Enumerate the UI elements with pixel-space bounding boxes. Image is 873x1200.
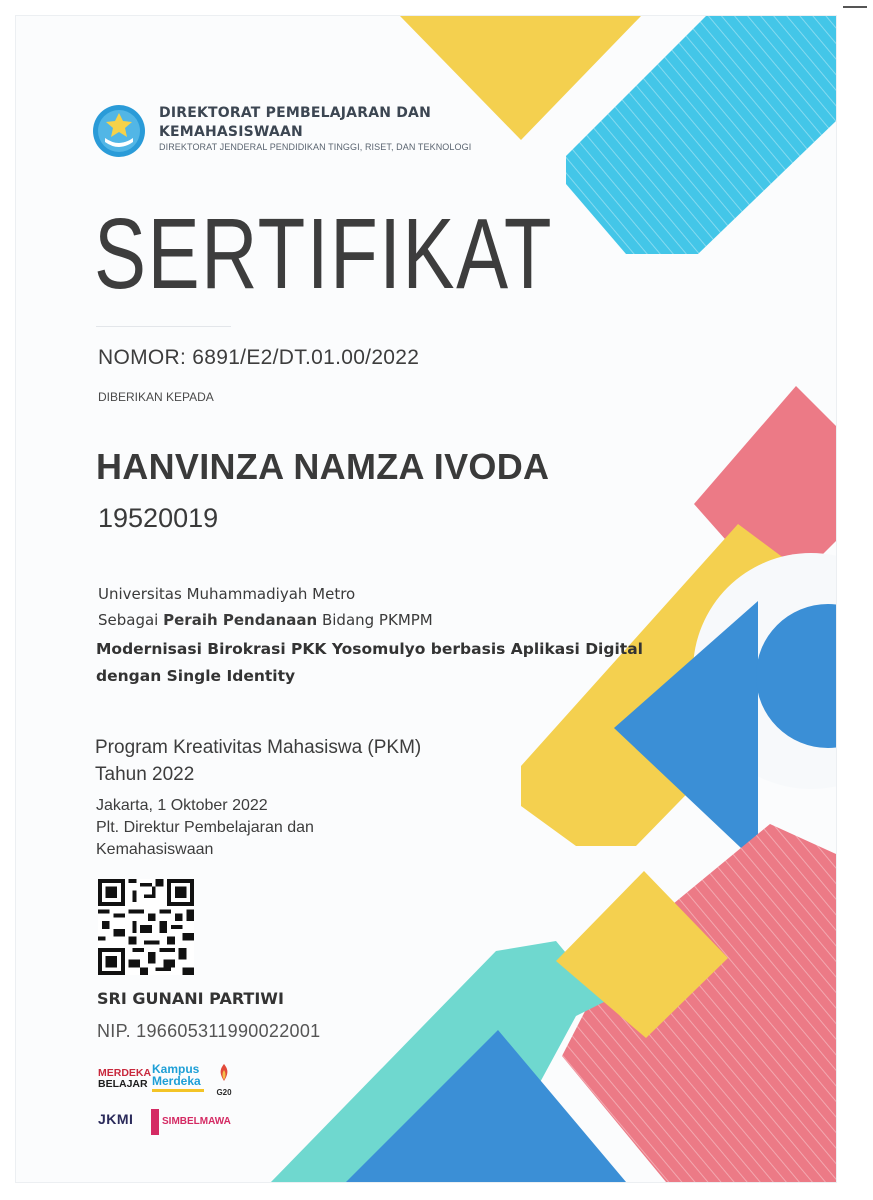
university-name: Universitas Muhammadiyah Metro: [98, 585, 356, 603]
award-role-highlight: Peraih Pendanaan: [163, 611, 318, 629]
place-date: Jakarta, 1 Oktober 2022: [96, 797, 268, 814]
organization-subtitle: DIREKTORAT JENDERAL PENDIDIKAN TINGGI, RISET, DAN TEKNOLOGI: [159, 142, 472, 152]
organization-name: DIREKTORAT PEMBELAJARAN DAN KEMAHASISWAAN: [159, 105, 431, 140]
signer-name: SRI GUNANI PARTIWI: [97, 989, 284, 1008]
merdeka-belajar-logo: MERDEKA BELAJAR: [98, 1067, 152, 1090]
certificate-title: SERTIFIKAT: [94, 198, 554, 310]
recipient-name: HANVINZA NAMZA IVODA: [96, 446, 550, 487]
program-name: Program Kreativitas Mahasiswa (PKM): [95, 737, 422, 758]
signer-nip: NIP. 196605311990022001: [97, 1021, 321, 1041]
qr-code-icon: [98, 879, 194, 975]
kampus-merdeka-logo: Kampus Merdeka: [152, 1063, 204, 1092]
project-title: Modernisasi Birokrasi PKK Yosomulyo berbasis Aplikasi Digital dengan Single Identity: [96, 640, 643, 685]
scan-edge-mark: [843, 6, 867, 8]
ministry-logo-icon: [92, 104, 146, 158]
title-divider: [96, 326, 231, 327]
jkmi-logo: JKMI: [98, 1111, 134, 1127]
signer-position: Plt. Direktur Pembelajaran dan Kemahasiswaan: [96, 819, 314, 858]
g20-logo: G20: [213, 1063, 235, 1095]
program-year: Tahun 2022: [95, 764, 195, 785]
given-to-label: DIBERIKAN KEPADA: [98, 390, 214, 404]
program-info: [95, 734, 515, 788]
award-role: Sebagai Peraih Pendanaan Bidang PKMPM: [98, 611, 433, 629]
certificate-number: NOMOR: 6891/E2/DT.01.00/2022: [98, 346, 420, 369]
recipient-id: 19520019: [98, 503, 219, 533]
g20-flame-icon: [213, 1063, 235, 1083]
certificate-page: DIREKTORAT PEMBELAJARAN DAN KEMAHASISWAAN DIREKTORAT JENDERAL PENDIDIKAN TINGGI, RISET, DAN TEKNOLOGI SERTIFIKAT NOMOR: 6891/E2/DT.01.00/2022 DIBERIKAN KEPADA HANVINZA NAMZA IVODA 19520019 Universitas Muhammadiyah Metro Sebagai Peraih Pendanaan Bidang PKMPM Modernisasi Birokrasi PKK Yosomulyo berbasis Aplikasi Digital dengan Single Identity Program Kreativitas Mahasiswa (PKM) Tahun 2022 Jakarta, 1 Oktober 2022 Plt. Direktur Pembelajaran dan Kemahasiswaan SRI GUNANI PARTIWI NIP. 196605311990022001 MERDEKA BELAJAR Kampus Merdeka G20 JKMI SIMBELMAWA: [16, 16, 836, 1182]
